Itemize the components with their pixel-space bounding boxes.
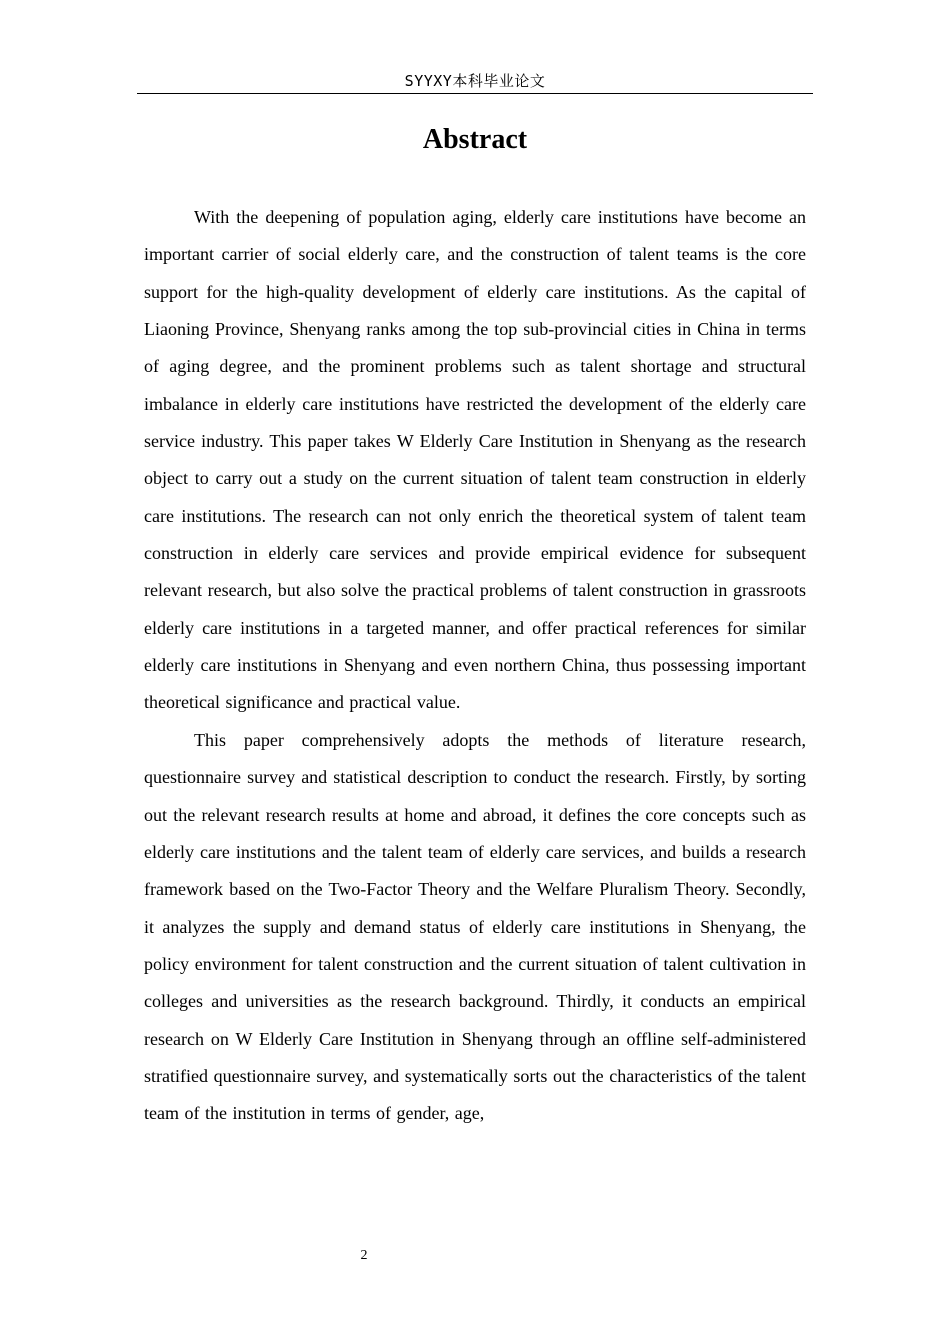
running-header: SYYXY本科毕业论文	[404, 72, 546, 90]
abstract-title: Abstract	[422, 124, 528, 155]
page-number: 2	[360, 1248, 368, 1263]
abstract-paragraph-1: With the deepening of population aging, elderly care institutions have become an important carrier of social elderly care, and the construction of talent teams is the core support for the high-quality development of elderly care institutions. As the capital of Liaoning Province, Shenyang ranks among the top sub-provincial cities in China in terms of aging degree, and the prominent problems such as talent shortage and structural imbalance in elderly care institutions have restricted the development of the elderly care service industry. This paper takes W Elderly Care Institution in Shenyang as the research object to carry out a study on the current situation of talent team construction in elderly care institutions. The research can not only enrich the theoretical system of talent team construction in elderly care services and provide empirical evidence for subsequent relevant research, but also solve the practical problems of talent construction in grassroots elderly care institutions in a targeted manner, and offer practical references for similar elderly care institutions in Shenyang and even northern China, thus possessing important theoretical significance and practical value.	[144, 207, 806, 713]
header-rule	[137, 93, 813, 94]
abstract-paragraph-2: This paper comprehensively adopts the methods of literature research, questionnaire survey and statistical description to conduct the research. Firstly, by sorting out the relevant research results at home and abroad, it defines the core concepts such as elderly care institutions and the talent team of elderly care services, and builds a research framework based on the Two-Factor Theory and the Welfare Pluralism Theory. Secondly, it analyzes the supply and demand status of elderly care institutions in Shenyang, the policy environment for talent construction and the current situation of talent cultivation in colleges and universities as the research background. Thirdly, it conducts an empirical research on W Elderly Care Institution in Shenyang through an offline self-administered stratified questionnaire survey, and systematically sorts out the characteristics of the talent team of the institution in terms of gender, age,	[144, 729, 806, 1124]
abstract-body	[144, 199, 806, 1133]
